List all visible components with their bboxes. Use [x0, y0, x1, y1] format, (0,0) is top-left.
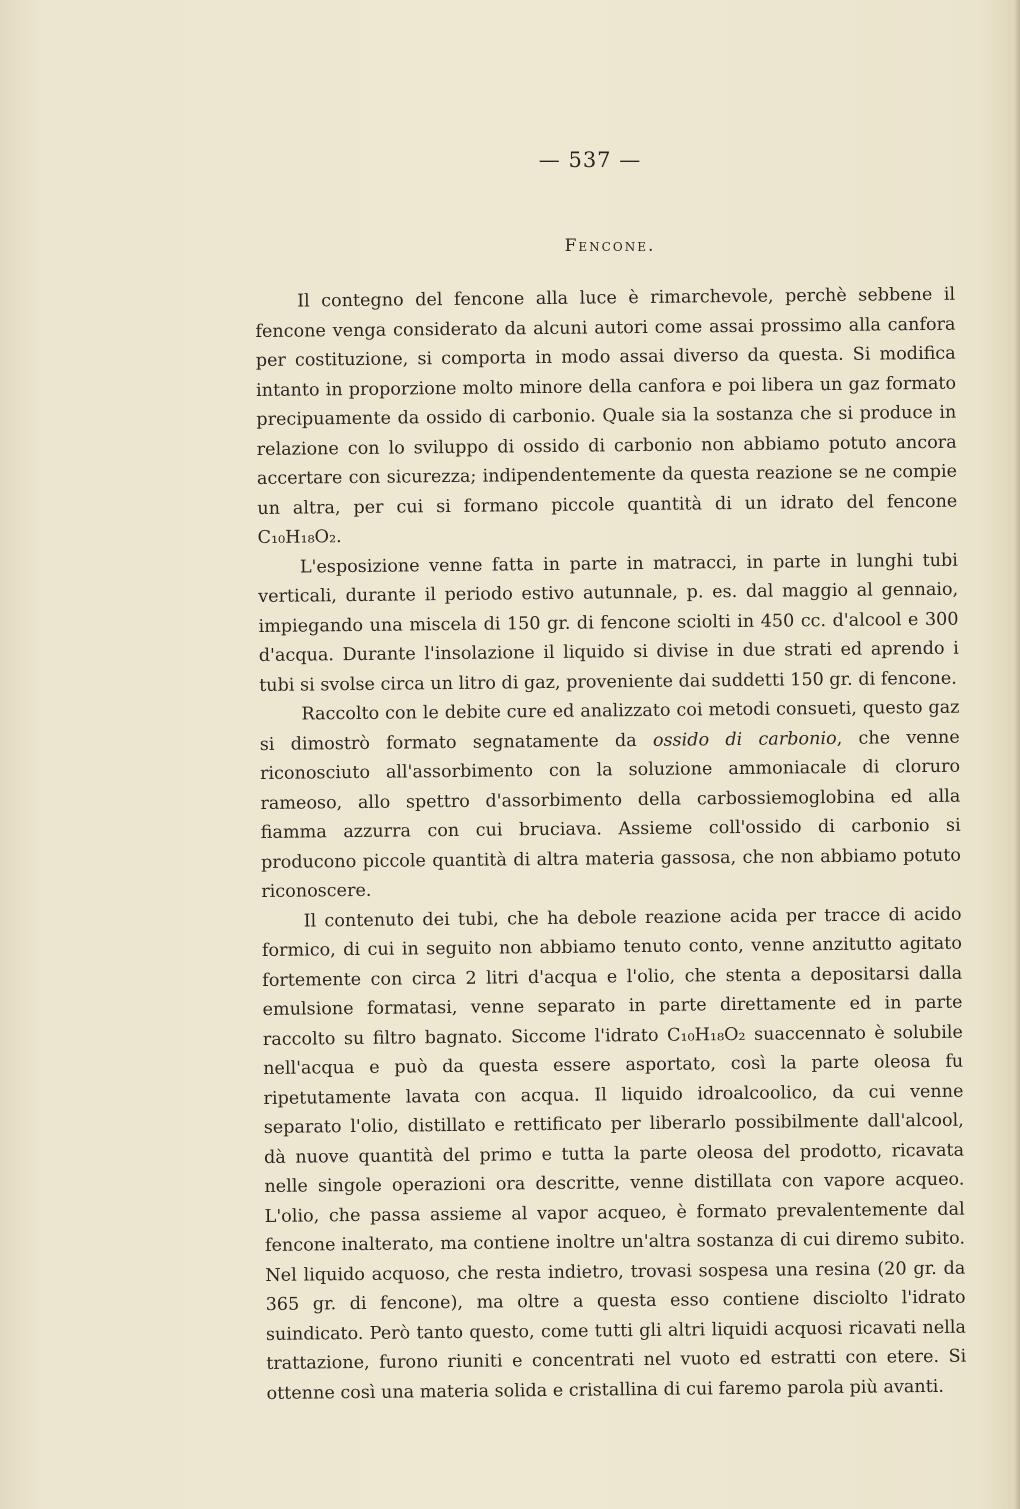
- paragraph-1: Il contegno del fencone alla luce è rimarchevole, perchè sebbene il fencone venga considerato da alcuni autori come assai prossimo alla canfora per costituzione, si comporta in modo assai diverso da questa. Si modifica intanto in proporzione molto minore della canfora e poi libera un gaz formato precipuamente da ossido di carbonio. Quale sia la sostanza che si produce in relazione con lo sviluppo di ossido di carbonio non abbiamo potuto ancora accertare con sicurezza; indipendentemente da questa reazione se ne compie un altra, per cui si formano piccole quantità di un idrato del fencone C₁₀H₁₈O₂.: [255, 284, 958, 548]
- paragraph-2: L'esposizione venne fatta in parte in matracci, in parte in lunghi tubi verticali, durante il periodo estivo autunnale, p. es. dal maggio al gennaio, impiegando una miscela di 150 gr. di fencone sciolti in 450 cc. d'alcool e 300 d'acqua. Durante l'insolazione il liquido si divise in due strati ed aprendo i tubi si svolse circa un litro di gaz, proveniente dai suddetti 150 gr. di fencone.: [258, 550, 959, 696]
- page-edge-shadow: [1014, 0, 1020, 1509]
- paragraph-3-part-2: , che venne riconosciuto all'assorbimento con la soluzione ammoniacale di cloruro rameoso, allo spettro d'assorbimento della carbossiemoglobina ed alla fiamma azzurra con cui bruciava. Assieme coll'ossido di carbonio si producono piccole quantità di altra materia gassosa, che non abbiamo potuto riconoscere.: [259, 727, 962, 902]
- paragraph-4: Il contenuto dei tubi, che ha debole reazione acida per tracce di acido formico, di cui in seguito non abbiamo tenuto conto, venne anzitutto agitato fortemente con circa 2 litri d'acqua e l'olio, che stenta a depositarsi dalla emulsione formatasi, venne separato in parte direttamente ed in parte raccolto su filtro bagnato. Siccome l'idrato C₁₀H₁₈O₂ suaccennato è solubile nell'acqua e può da questa essere asportato, così la parte oleosa fu ripetutamente lavata con acqua. Il liquido idroalcoolico, da cui venne separato l'olio, distillato e rettificato per liberarlo possibilmente dall'alcool, dà nuove quantità del primo e tutta la parte oleosa del prodotto, ricavata nelle singole operazioni ora descritte, venne distillata con vapore acqueo. L'olio, che passa assieme al vapor acqueo, è formato prevalentemente dal fencone inalterato, ma contiene inoltre un'altra sostanza di cui diremo subito. Nel liquido acquoso, che resta indietro, trovasi sospesa una resina (20 gr. da 365 gr. di fencone), ma oltre a questa esso contiene disciolto l'idrato suindicato. Però tanto questo, come tutti gli altri liquidi acquosi ricavati nella trattazione, furono riuniti e concentrati nel vuoto ed estratti con etere. Si ottenne così una materia solida e cristallina di cui faremo parola più avanti.: [261, 904, 967, 1404]
- section-title: Fencone.: [564, 236, 656, 256]
- page-number: — 537 —: [538, 148, 642, 172]
- body-text: [255, 281, 967, 1409]
- paragraph-3: [259, 694, 961, 908]
- paragraph-3-emphasis: ossido di carbonio: [652, 728, 837, 751]
- paragraph-3-part-1: Raccolto con le debite cure ed analizzato coi metodi consueti, questo gaz si dimostrò formato segnatamente da: [259, 697, 960, 755]
